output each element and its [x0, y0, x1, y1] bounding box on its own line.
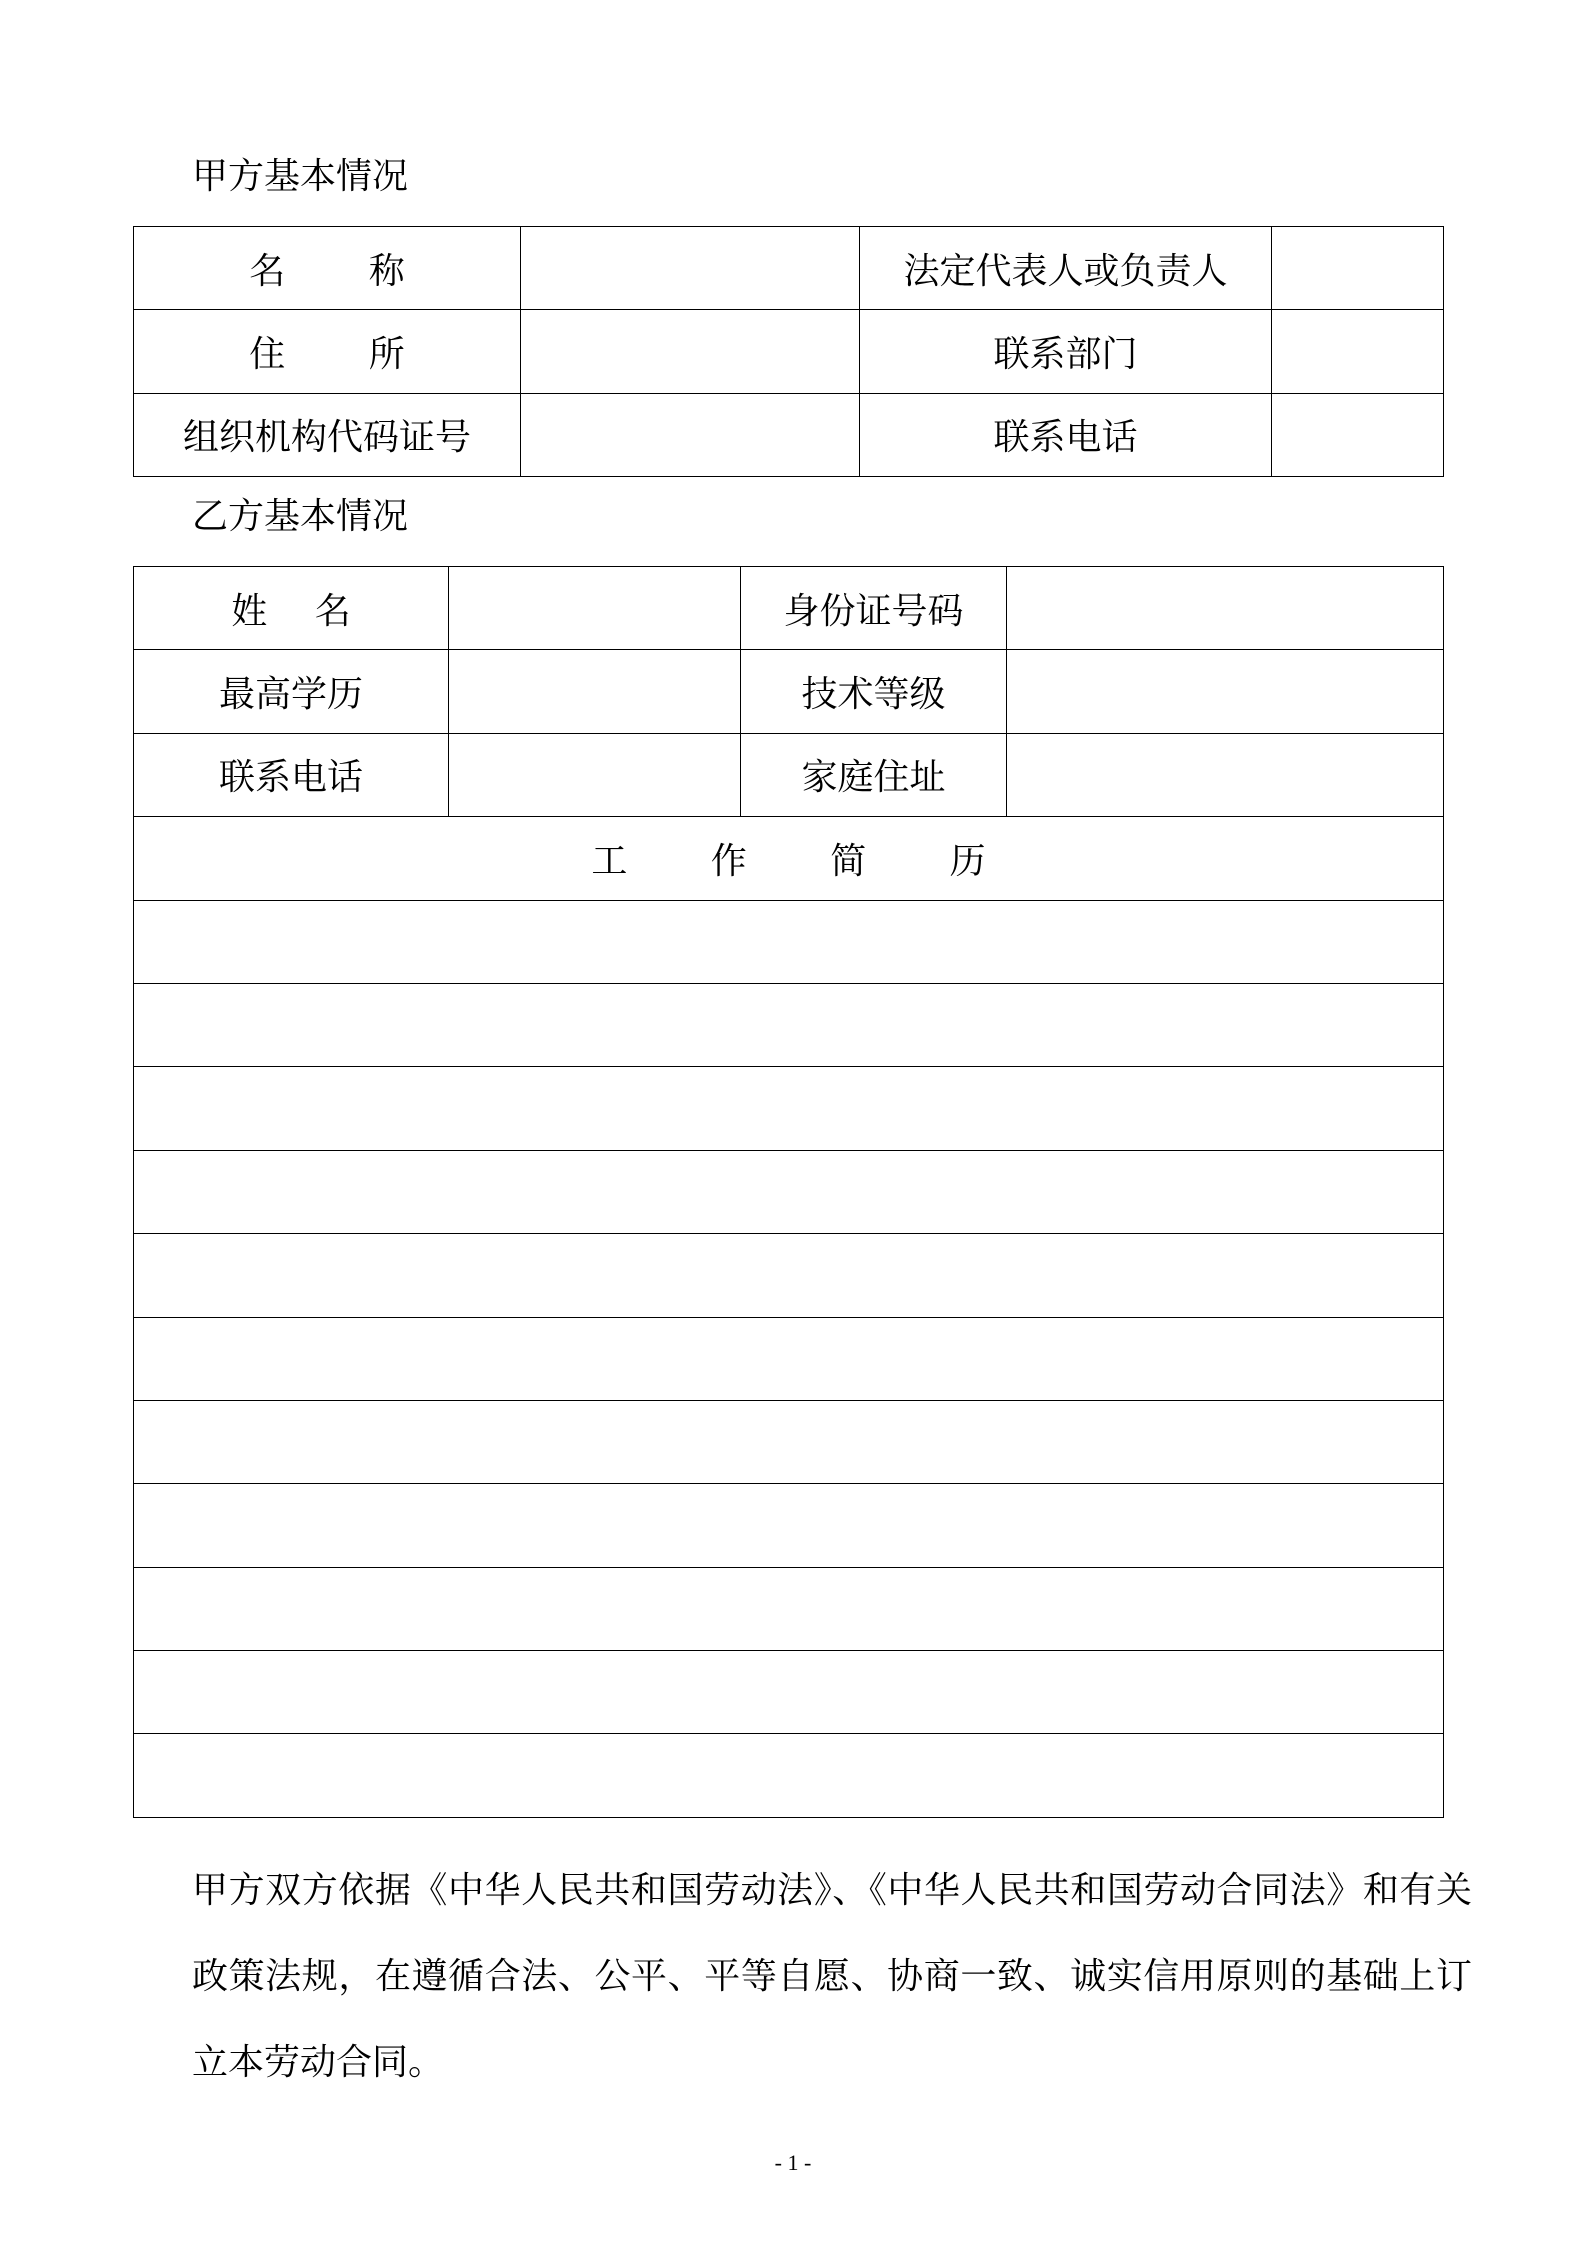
work-history-title: 工 作 简 历 — [134, 817, 1444, 900]
label-tech-level: 技术等级 — [741, 650, 1007, 733]
work-history-row — [134, 900, 1444, 983]
work-history-row — [134, 1400, 1444, 1483]
party-b-table — [133, 566, 1444, 1818]
page-number: - 1 - — [774, 2150, 812, 2175]
table-row — [134, 310, 1444, 393]
work-history-field[interactable] — [134, 1150, 1444, 1233]
id-number-field[interactable] — [1007, 567, 1444, 650]
tech-level-field[interactable] — [1007, 650, 1444, 733]
party-b-heading: 乙方基本情况 — [192, 496, 409, 537]
label-name: 名 称 — [134, 227, 521, 310]
work-history-field[interactable] — [134, 1567, 1444, 1650]
label-b-name: 姓 名 — [134, 567, 449, 650]
work-history-row — [134, 1567, 1444, 1650]
work-history-field[interactable] — [134, 1651, 1444, 1734]
party-a-table — [133, 226, 1444, 477]
work-history-field[interactable] — [134, 1734, 1444, 1817]
work-history-row — [134, 1317, 1444, 1400]
work-history-row — [134, 1150, 1444, 1233]
name-field[interactable] — [521, 227, 860, 310]
phone-field[interactable] — [1272, 393, 1444, 476]
legal-rep-field[interactable] — [1272, 227, 1444, 310]
work-history-field[interactable] — [134, 1317, 1444, 1400]
label-legal-rep: 法定代表人或负责人 — [860, 227, 1272, 310]
work-history-field[interactable] — [134, 1067, 1444, 1150]
label-b-phone: 联系电话 — [134, 733, 449, 816]
label-phone: 联系电话 — [860, 393, 1272, 476]
work-history-field[interactable] — [134, 1400, 1444, 1483]
label-education: 最高学历 — [134, 650, 449, 733]
work-history-row — [134, 983, 1444, 1066]
label-home-address: 家庭住址 — [741, 733, 1007, 816]
work-history-field[interactable] — [134, 1484, 1444, 1567]
party-a-heading: 甲方基本情况 — [192, 156, 409, 197]
table-row — [134, 733, 1444, 816]
table-row — [134, 227, 1444, 310]
contract-intro-paragraph: 甲方双方依据《中华人民共和国劳动法》、《中华人民共和国劳动合同法》和有关政策法规，在遵循合法、公平、平等自愿、协商一致、诚实信用原则的基础上订立本劳动合同。 — [192, 1870, 1472, 2083]
work-history-field[interactable] — [134, 983, 1444, 1066]
home-address-field[interactable] — [1007, 733, 1444, 816]
work-history-field[interactable] — [134, 900, 1444, 983]
label-address: 住 所 — [134, 310, 521, 393]
b-phone-field[interactable] — [449, 733, 741, 816]
label-id-number: 身份证号码 — [741, 567, 1007, 650]
address-field[interactable] — [521, 310, 860, 393]
table-row — [134, 817, 1444, 900]
b-name-field[interactable] — [449, 567, 741, 650]
work-history-row — [134, 1651, 1444, 1734]
table-row — [134, 650, 1444, 733]
education-field[interactable] — [449, 650, 741, 733]
org-code-field[interactable] — [521, 393, 860, 476]
work-history-row — [134, 1234, 1444, 1317]
label-org-code: 组织机构代码证号 — [134, 393, 521, 476]
table-row — [134, 567, 1444, 650]
work-history-field[interactable] — [134, 1234, 1444, 1317]
work-history-row — [134, 1484, 1444, 1567]
work-history-row — [134, 1734, 1444, 1817]
contact-dept-field[interactable] — [1272, 310, 1444, 393]
work-history-row — [134, 1067, 1444, 1150]
label-contact-dept: 联系部门 — [860, 310, 1272, 393]
table-row — [134, 393, 1444, 476]
